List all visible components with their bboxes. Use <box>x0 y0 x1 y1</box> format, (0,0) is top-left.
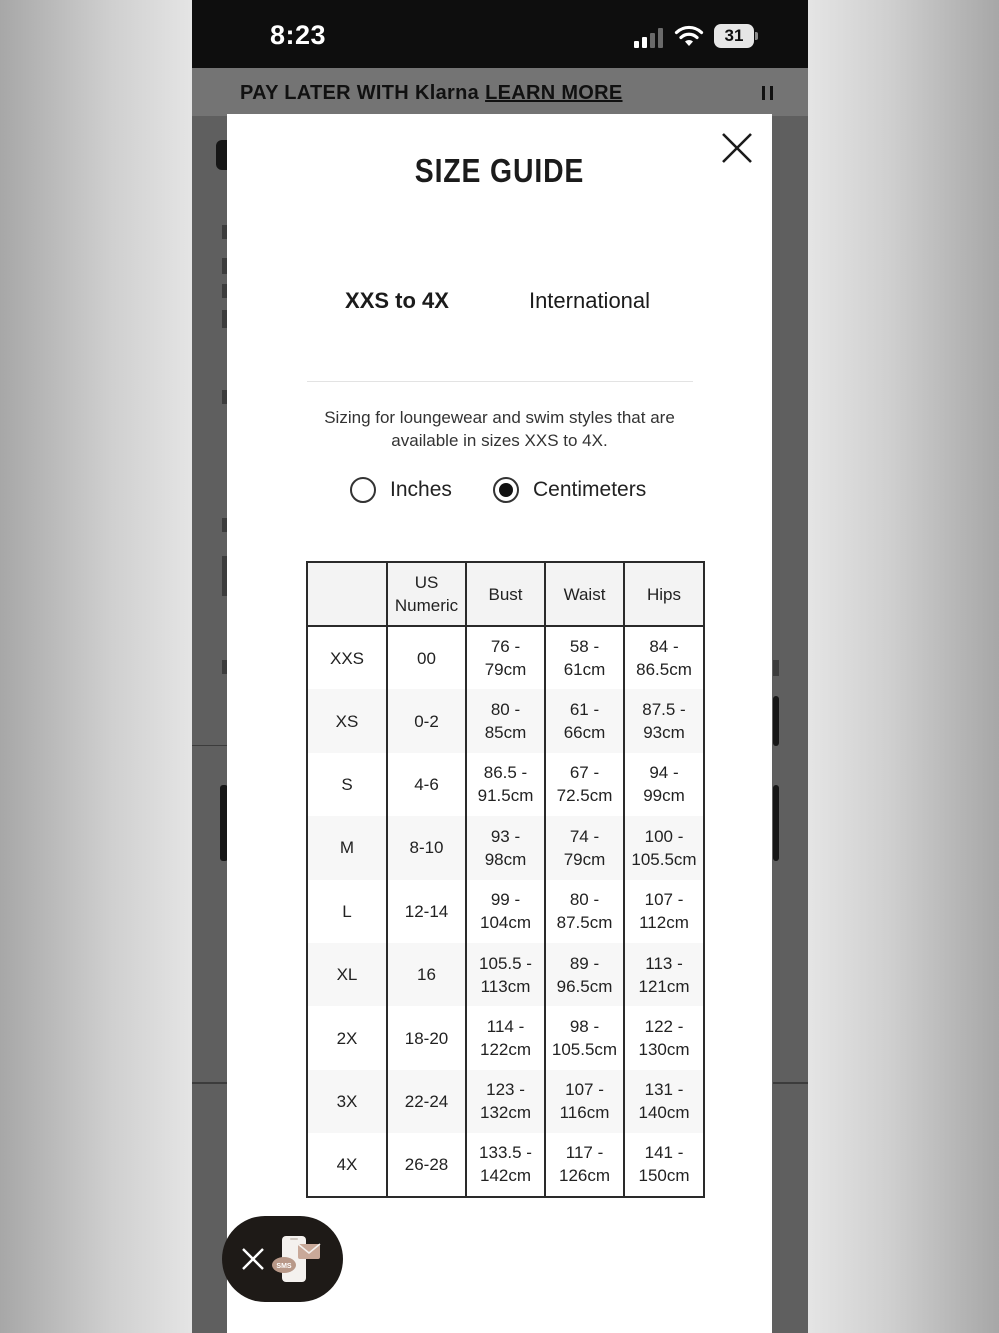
cell-us-numeric: 8-10 <box>387 816 466 879</box>
header-waist: Waist <box>545 562 624 626</box>
cell-bust: 86.5 - 91.5cm <box>466 753 545 816</box>
table-row <box>307 1070 704 1133</box>
table-row <box>307 880 704 943</box>
table-row <box>307 689 704 752</box>
centimeters-radio[interactable] <box>493 477 519 503</box>
inches-radio[interactable] <box>350 477 376 503</box>
cell-size: 4X <box>307 1133 387 1196</box>
cell-hips: 131 - 140cm <box>624 1070 704 1133</box>
battery-icon <box>714 24 758 48</box>
cell-hips: 122 - 130cm <box>624 1006 704 1069</box>
cell-size: M <box>307 816 387 879</box>
modal-title: SIZE GUIDE <box>414 152 585 189</box>
cell-bust: 133.5 - 142cm <box>466 1133 545 1196</box>
cell-waist: 89 - 96.5cm <box>545 943 624 1006</box>
tab-xxs-to-4x[interactable]: XXS to 4X <box>345 288 449 313</box>
cell-hips: 113 - 121cm <box>624 943 704 1006</box>
header-size <box>307 562 387 626</box>
cell-us-numeric: 0-2 <box>387 689 466 752</box>
header-hips: Hips <box>624 562 704 626</box>
promo-prefix: PAY LATER WITH <box>240 82 410 104</box>
size-guide-modal <box>227 114 772 1333</box>
table-row <box>307 1133 704 1196</box>
cellular-signal-icon <box>634 26 666 48</box>
learn-more-link[interactable]: LEARN MORE <box>485 82 623 104</box>
tab-international[interactable]: International <box>528 288 651 313</box>
cell-size: 3X <box>307 1070 387 1133</box>
sms-phone-icon <box>270 1232 322 1288</box>
table-row <box>307 753 704 816</box>
cell-waist: 74 - 79cm <box>545 816 624 879</box>
cell-bust: 99 - 104cm <box>466 880 545 943</box>
status-bar <box>192 0 808 68</box>
cell-hips: 94 - 99cm <box>624 753 704 816</box>
sms-signup-widget[interactable] <box>222 1216 343 1302</box>
cell-waist: 117 - 126cm <box>545 1133 624 1196</box>
wifi-icon <box>674 24 704 48</box>
cell-bust: 123 - 132cm <box>466 1070 545 1133</box>
size-guide-description: Sizing for loungewear and swim styles that are available in sizes XXS to 4X. <box>324 408 675 450</box>
header-bust: Bust <box>466 562 545 626</box>
promo-banner <box>192 68 808 116</box>
background-button-fragment <box>773 785 779 861</box>
size-chart-table <box>306 561 705 1198</box>
battery-level: 31 <box>714 24 754 48</box>
tab-divider <box>307 381 693 382</box>
cell-waist: 67 - 72.5cm <box>545 753 624 816</box>
cell-bust: 114 - 122cm <box>466 1006 545 1069</box>
cell-waist: 61 - 66cm <box>545 689 624 752</box>
background-divider <box>192 745 227 746</box>
cell-us-numeric: 18-20 <box>387 1006 466 1069</box>
cell-us-numeric: 26-28 <box>387 1133 466 1196</box>
sms-badge-label: SMS <box>276 1263 292 1270</box>
unit-option-inches[interactable] <box>350 475 452 505</box>
background-divider <box>192 1082 227 1084</box>
cell-size: XXS <box>307 626 387 689</box>
centimeters-label: Centimeters <box>533 478 647 501</box>
cell-hips: 84 - 86.5cm <box>624 626 704 689</box>
close-icon[interactable] <box>240 1246 266 1272</box>
cell-hips: 87.5 - 93cm <box>624 689 704 752</box>
background-divider <box>773 1082 808 1084</box>
promo-text <box>240 82 623 105</box>
inches-label: Inches <box>390 478 452 501</box>
cell-waist: 98 - 105.5cm <box>545 1006 624 1069</box>
cell-size: S <box>307 753 387 816</box>
background-button-fragment <box>773 696 779 746</box>
cell-us-numeric: 16 <box>387 943 466 1006</box>
table-row <box>307 1006 704 1069</box>
table-header-row <box>307 562 704 626</box>
status-time: 8:23 <box>270 20 327 50</box>
cell-us-numeric: 00 <box>387 626 466 689</box>
table-row <box>307 626 704 689</box>
table-row <box>307 816 704 879</box>
unit-option-centimeters[interactable] <box>493 475 646 505</box>
cell-bust: 93 - 98cm <box>466 816 545 879</box>
cell-bust: 105.5 - 113cm <box>466 943 545 1006</box>
cell-waist: 80 - 87.5cm <box>545 880 624 943</box>
table-row <box>307 943 704 1006</box>
background-text-fragment <box>773 660 779 676</box>
cell-size: XL <box>307 943 387 1006</box>
pause-icon[interactable] <box>762 86 774 100</box>
cell-bust: 80 - 85cm <box>466 689 545 752</box>
cell-size: XS <box>307 689 387 752</box>
header-us-numeric: US Numeric <box>387 562 466 626</box>
cell-hips: 141 - 150cm <box>624 1133 704 1196</box>
cell-waist: 58 - 61cm <box>545 626 624 689</box>
cell-bust: 76 - 79cm <box>466 626 545 689</box>
cell-size: L <box>307 880 387 943</box>
cell-us-numeric: 22-24 <box>387 1070 466 1133</box>
cell-hips: 107 - 112cm <box>624 880 704 943</box>
cell-us-numeric: 12-14 <box>387 880 466 943</box>
cell-size: 2X <box>307 1006 387 1069</box>
cell-hips: 100 - 105.5cm <box>624 816 704 879</box>
cell-us-numeric: 4-6 <box>387 753 466 816</box>
klarna-logo: Klarna <box>415 82 480 104</box>
cell-waist: 107 - 116cm <box>545 1070 624 1133</box>
